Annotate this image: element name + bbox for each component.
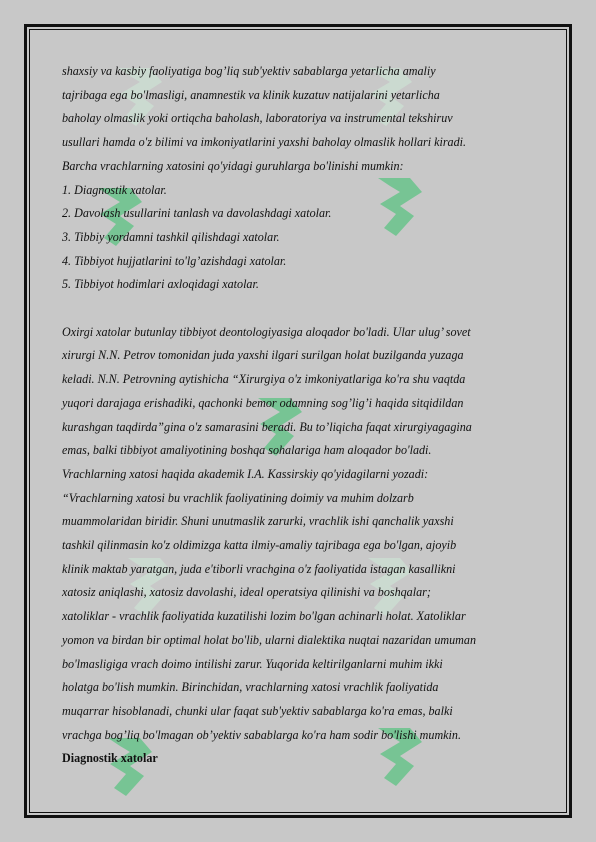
- text-line: xatoliklar - vrachlik faoliyatida kuzatilishi lozim bo'lgan achinarli holat. Xatoliklar: [62, 609, 466, 624]
- text-line: Vrachlarning xatosi haqida akademik I.A. Kassirskiy qo'yidagilarni yozadi:: [62, 466, 429, 481]
- text-line: kurashgan taqdirda”gina o'z samarasini beradi. Bu to’liqicha faqat xirurgiyagagina: [62, 419, 472, 434]
- text-line: shaxsiy va kasbiy faoliyatiga bog’liq sub'yektiv sabablarga yetarlicha amaliy: [62, 64, 436, 78]
- list-item: 1. Diagnostik xatolar.: [62, 182, 167, 197]
- text-line: vrachga bog’liq bo'lmagan ob’yektiv sabablarga ko'ra ham sodir bo'lishi mumkin.: [62, 727, 461, 742]
- section-heading: Diagnostik xatolar: [62, 751, 158, 766]
- page-border: [24, 24, 572, 818]
- text-line: Oxirgi xatolar butunlay tibbiyot deontologiyasiga aloqador bo'ladi. Ular ulug’ sovet: [62, 324, 471, 339]
- text-line: usullari hamda o'z bilimi va imkoniyatlarini yaxshi baholay olmaslik hollari kiradi.: [62, 135, 467, 150]
- text-line: yomon va birdan bir optimal holat bo'lib, ularni dialektika nuqtai nazaridan umuman: [62, 632, 476, 647]
- text-line: muammolaridan biridir. Shuni unutmaslik zarurki, vrachlik ishi qanchalik yaxshi: [62, 514, 454, 529]
- text-line: xirurgi N.N. Petrov tomonidan juda yaxshi ilgari surilgan holat buzilganda yuzaga: [62, 348, 464, 363]
- text-line: emas, balki tibbiyot amaliyotining boshqa sohalariga ham aloqador bo'ladi.: [62, 443, 432, 458]
- body-text: [62, 60, 542, 771]
- list-item: 2. Davolash usullarini tanlash va davolashdagi xatolar.: [62, 206, 332, 221]
- paragraph-gap: [62, 297, 542, 321]
- list-item: 4. Tibbiyot hujjatlarini to'lg’azishdagi xatolar.: [62, 253, 287, 268]
- list-item: 5. Tibbiyot hodimlari axloqidagi xatolar.: [62, 277, 259, 292]
- text-line: holatga bo'lish mumkin. Birinchidan, vrachlarning xatosi vrachlik faoliyatida: [62, 680, 439, 695]
- text-line: tashkil qilinmasin ko'z oldimizga katta ilmiy-amaliy tajribaga ega bo'lgan, ajoyib: [62, 538, 457, 553]
- text-line: Barcha vrachlarning xatosini qo'yidagi guruhlarga bo'linishi mumkin:: [62, 158, 404, 173]
- text-line: klinik maktab yaratgan, juda e'tiborli vrachgina o'z faoliyatida istagan kasallikni: [62, 561, 456, 576]
- text-line: baholay olmaslik yoki ortiqcha baholash, laboratoriya va instrumental tekshiruv: [62, 111, 453, 126]
- text-line: bo'lmasligiga vrach doimo intilishi zarur. Yuqorida keltirilganlarni muhim ikki: [62, 656, 443, 671]
- text-line: keladi. N.N. Petrovning aytishicha “Xirurgiya o'z imkoniyatlariga ko'ra shu vaqtda: [62, 372, 466, 387]
- text-line: xatosiz aniqlashi, xatosiz davolashi, ideal operatsiya qilinishi va boshqalar;: [62, 585, 431, 600]
- text-line: muqarrar hisoblanadi, chunki ular faqat sub'yektiv sabablarga ko'ra emas, balki: [62, 703, 453, 718]
- list-item: 3. Tibbiy yordamni tashkil qilishdagi xatolar.: [62, 229, 280, 244]
- text-line: “Vrachlarning xatosi bu vrachlik faoliyatining doimiy va muhim dolzarb: [62, 490, 414, 505]
- text-line: tajribaga ega bo'lmasligi, anamnestik va klinik kuzatuv natijalarini yetarlicha: [62, 87, 440, 102]
- page: [29, 29, 567, 813]
- text-line: yuqori darajaga erishadiki, qachonki bemor odamning sog’lig’i haqida sitqidildan: [62, 395, 464, 410]
